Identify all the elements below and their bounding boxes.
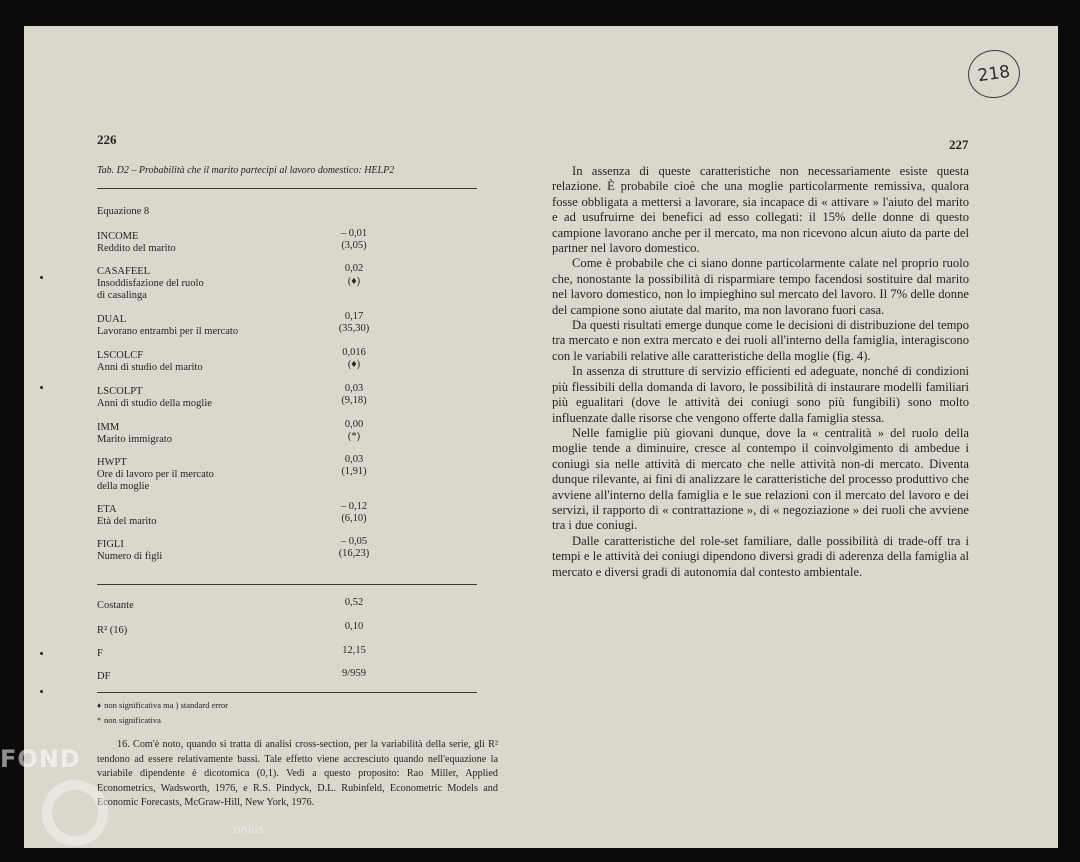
paragraph: Da questi risultati emerge dunque come le decisioni di distribuzione del tempo tra mercato e non extra mercato e dei ruoli all'interno della famiglia, interagiscono con le variabili relative alle caratteristiche della moglie (fig. 4).: [552, 318, 969, 363]
stat-value: 0,10: [344, 621, 364, 632]
variable-description: Anni di studio della moglie: [97, 398, 212, 409]
table-mid-rule: [97, 584, 477, 585]
stat-label: DF: [97, 671, 111, 682]
table-note-text: non significativa: [104, 715, 161, 725]
stat-value: 12,15: [342, 645, 366, 656]
variable-name: IMM: [97, 422, 120, 433]
margin-dot: [40, 386, 43, 389]
variable-description: della moglie: [97, 481, 150, 492]
variable-standard-error: (*): [347, 431, 361, 442]
left-page-number: 226: [97, 132, 117, 147]
variable-name: ETA: [97, 504, 117, 515]
body-text: [552, 164, 969, 580]
variable-description: di casalinga: [97, 290, 147, 301]
equation-label: Equazione 8: [97, 206, 150, 217]
table-note-text: non significativa ma ) standard error: [104, 700, 229, 710]
paragraph: In assenza di queste caratteristiche non necessariamente esiste questa relazione. È probabile cioè che una moglie particolarmente remissiva, qualora fosse obbligata a mettersi a lavorare, sia incapace di « attivare » l'aiuto del marito e ad usufruirne dei benefici ad esso collegati: il 15% delle donne di questo campione lavorano anche per il mercato, ma non ricevono alcun aiuto da parte del partner nel lavoro domestico.: [552, 164, 969, 256]
variable-name: FIGLI: [97, 539, 124, 550]
stat-label: F: [97, 648, 103, 659]
variable-name: LSCOLCF: [97, 350, 144, 361]
stat-value: 9/959: [342, 668, 366, 679]
variable-standard-error: (16,23): [338, 548, 370, 559]
table-top-rule: [97, 188, 477, 189]
footnote-16: 16. Com'è noto, quando si tratta di analisi cross-section, per la variabilità della serie, gli R² tendono ad essere relativamente bassi. Tale effetto viene accresciuto quando nell'equazione la variabile dipendente è dicotomica (0,1). Vedi a questo proposito: Rao Miller, Applied Econometrics, Wadsworth, 1976, e R.S. Pindyck, D.L. Rubinfeld, Econometric Models and Economic Forecasts, McGraw-Hill, New York, 1976.: [97, 739, 498, 809]
variable-standard-error: (35,30): [338, 323, 370, 334]
table-caption: Tab. D2 – Probabilità che il marito partecipi al lavoro domestico: HELP2: [97, 165, 395, 176]
variable-coefficient: 0,02: [344, 263, 364, 274]
variable-coefficient: – 0,12: [340, 501, 368, 512]
paragraph: Come è probabile che ci siano donne particolarmente calate nel proprio ruolo che, nonostante la possibilità di risparmiare tempo facendosi sostituire dal marito nel lavoro domestico, non lo impieghino sul mercato del lavoro. Il 7% delle donne del campione sono aiutate dal marito, ma non lavorano fuori casa.: [552, 256, 969, 317]
variable-coefficient: 0,00: [344, 419, 364, 430]
variable-name: INCOME: [97, 231, 139, 242]
variable-description: Età del marito: [97, 516, 157, 527]
margin-dot: [40, 690, 43, 693]
asterisk-symbol: *: [97, 716, 101, 725]
variable-coefficient: 0,17: [344, 311, 364, 322]
variable-description: Insoddisfazione del ruolo: [97, 278, 204, 289]
variable-coefficient: 0,016: [342, 347, 366, 358]
variable-description: Marito immigrato: [97, 434, 172, 445]
variable-description: Reddito del marito: [97, 243, 176, 254]
variable-standard-error: (1,91): [341, 466, 367, 477]
watermark-logo-icon: [42, 780, 108, 846]
variable-coefficient: 0,03: [344, 383, 364, 394]
paragraph: Dalle caratteristiche del role-set familiare, dalle possibilità di trade-off tra i tempi e le attività dei coniugi dipendono diversi gradi di aderenza della famiglia al mercato e diversi gradi di autonomia dal contesto ambientale.: [552, 533, 969, 579]
diamond-symbol: ♦: [97, 701, 102, 710]
variable-standard-error: (6,10): [341, 513, 367, 524]
variable-name: HWPT: [97, 457, 127, 468]
archive-stamp: 218: [965, 47, 1023, 102]
watermark-logo-text: FOND: [0, 745, 81, 773]
variable-name: CASAFEEL: [97, 266, 151, 277]
variable-standard-error: (♦): [347, 359, 361, 370]
variable-standard-error: (9,18): [341, 395, 367, 406]
variable-coefficient: – 0,01: [340, 228, 368, 239]
variable-description: Numero di figli: [97, 551, 163, 562]
variable-standard-error: (♦): [347, 276, 361, 287]
variable-name: DUAL: [97, 314, 127, 325]
variable-standard-error: (3,05): [341, 240, 367, 251]
watermark-subtext: onlus: [234, 823, 264, 836]
paragraph: Nelle famiglie più giovani dunque, dove la « centralità » del ruolo della moglie tende a diminuire, cresce al contempo il coinvolgimento di ambedue i coniugi sia nelle attività di mercato che nelle attività non-di mercato. Diventa dunque rilevante, ai fini di analizzare le caratteristiche del processo produttivo che avviene all'interno della famiglia e le sue relazioni con il mercato del lavoro e dei servizi, il rapporto di « contrattazione », di « negoziazione » dei ruoli che avviene tra i due coniugi.: [552, 425, 969, 533]
variable-description: Lavorano entrambi per il mercato: [97, 326, 239, 337]
variable-description: Ore di lavoro per il mercato: [97, 469, 214, 480]
paragraph: In assenza di strutture di servizio efficienti ed adeguate, nonché di condizioni più flessibili della domanda di lavoro, le possibilità di instaurare modelli familiari più egualitari (dove le attività dei coniugi sono più fungibili) sono molto influenzate dalle risorse che vengono offerte dalla famiglia stessa.: [552, 364, 969, 425]
stat-label: Costante: [97, 600, 134, 611]
stat-label: R² (16): [97, 625, 128, 636]
variable-name: LSCOLPT: [97, 386, 143, 397]
table-bottom-rule: [97, 692, 477, 693]
scanned-page-spread: [24, 26, 1058, 848]
stat-value: 0,52: [344, 597, 364, 608]
table-note: [97, 715, 161, 725]
margin-dot: [40, 652, 43, 655]
variable-description: Anni di studio del marito: [97, 362, 203, 373]
variable-coefficient: – 0,05: [340, 536, 368, 547]
margin-dot: [40, 276, 43, 279]
table-note: [97, 700, 228, 710]
variable-coefficient: 0,03: [344, 454, 364, 465]
right-page-number: 227: [949, 137, 969, 152]
